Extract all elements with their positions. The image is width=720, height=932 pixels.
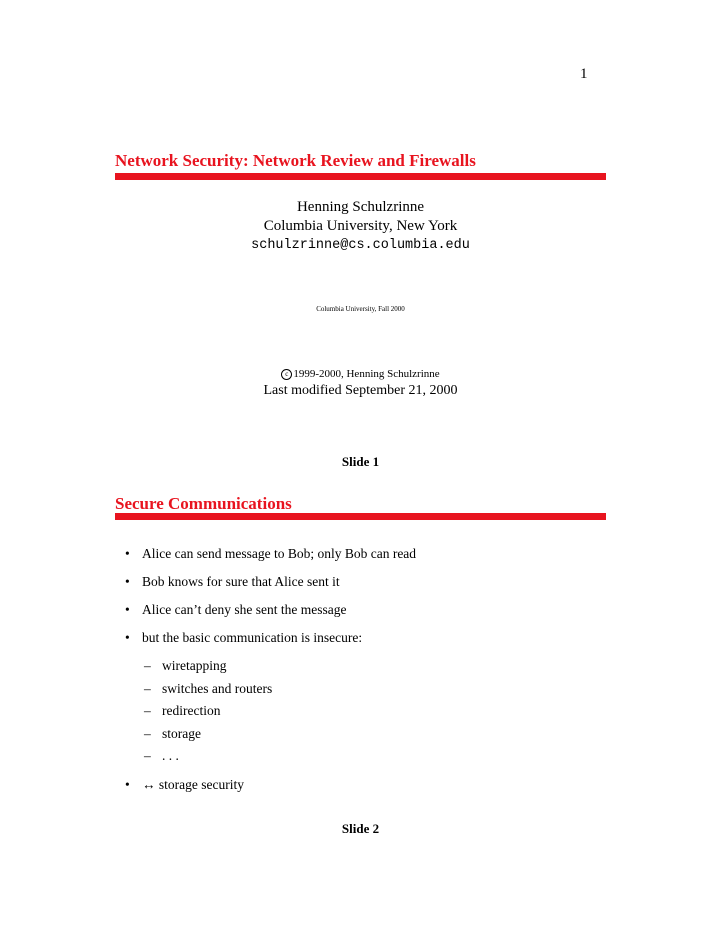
bullet-item — [125, 574, 340, 590]
bullet-text: Alice can send message to Bob; only Bob can read — [142, 546, 417, 561]
dash-icon: – — [144, 726, 151, 741]
copyright-icon: c — [281, 369, 292, 380]
sub-item-text: redirection — [162, 703, 221, 718]
sub-item-text: wiretapping — [162, 658, 227, 673]
slide-1-title: Network Security: Network Review and Firewalls — [115, 151, 476, 170]
bullet-text: but the basic communication is insecure: — [142, 630, 363, 645]
sub-item-text: storage — [162, 726, 201, 741]
slide-1-title-bar — [115, 173, 606, 180]
bullet-icon: • — [125, 546, 130, 561]
author-email: schulzrinne@cs.columbia.edu — [251, 238, 470, 253]
slide-2-title-bar — [115, 513, 606, 520]
sub-list-item — [144, 681, 272, 697]
slide-2-label: Slide 2 — [341, 821, 380, 836]
dash-icon: – — [144, 748, 151, 763]
bullet-icon: • — [125, 630, 130, 645]
sub-item-text: . . . — [162, 748, 179, 763]
bullet-item — [125, 602, 346, 618]
course-label: Columbia University, Fall 2000 — [316, 305, 405, 313]
author-block — [115, 198, 606, 255]
bullet-item — [125, 777, 244, 793]
bullet-icon: • — [125, 777, 130, 792]
sub-list-item — [144, 658, 226, 674]
copyright-line — [115, 368, 606, 380]
bullet-icon: • — [125, 602, 130, 617]
bullet-text: Bob knows for sure that Alice sent it — [142, 574, 340, 589]
bullet-text: ↔ storage security — [142, 777, 244, 792]
sub-item-text: switches and routers — [162, 681, 273, 696]
author-affiliation: Columbia University, New York — [263, 218, 458, 234]
slide-2-title: Secure Communications — [115, 494, 292, 513]
page-number: 1 — [580, 66, 588, 82]
bullet-item — [125, 630, 362, 646]
bullet-icon: • — [125, 574, 130, 589]
sub-list-item — [144, 748, 179, 764]
bullet-item — [125, 546, 416, 562]
copyright-text: 1999-2000, Henning Schulzrinne — [293, 368, 440, 380]
slide-1-label: Slide 1 — [341, 454, 380, 469]
bullet-text: Alice can’t deny she sent the message — [142, 602, 347, 617]
dash-icon: – — [144, 703, 151, 718]
dash-icon: – — [144, 658, 151, 673]
sub-list-item — [144, 703, 220, 719]
dash-icon: – — [144, 681, 151, 696]
last-modified: Last modified September 21, 2000 — [263, 383, 458, 398]
author-name: Henning Schulzrinne — [296, 199, 425, 215]
sub-list-item — [144, 726, 201, 742]
